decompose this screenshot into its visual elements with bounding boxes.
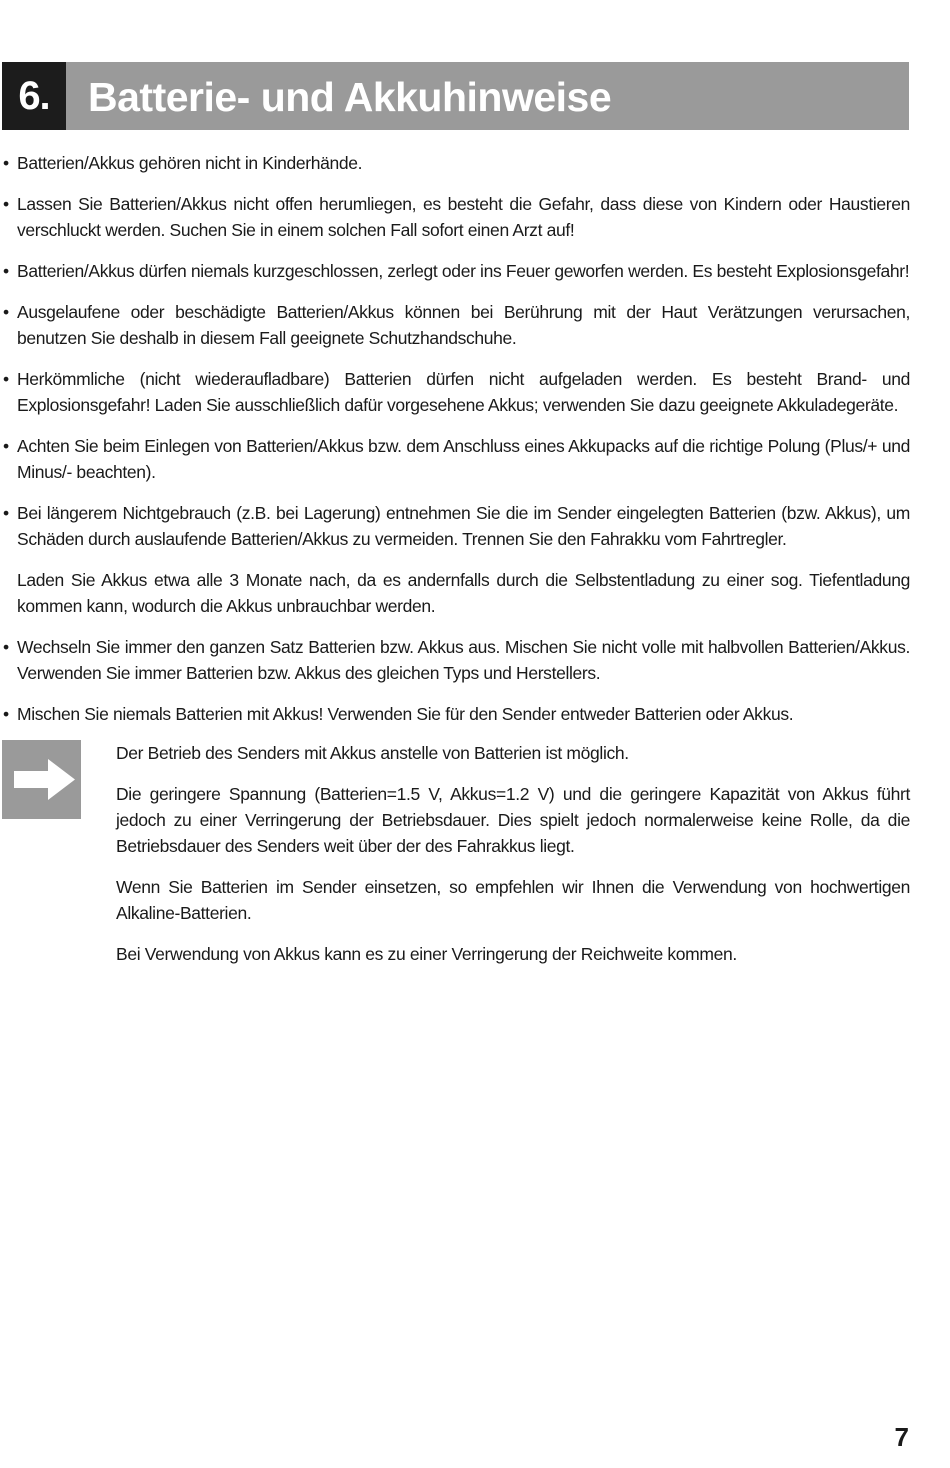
bullet-item — [0, 191, 910, 243]
bullet-dot: • — [3, 503, 9, 523]
bullet-text: Lassen Sie Batterien/Akkus nicht offen herumliegen, es besteht die Gefahr, dass diese von Kindern oder Haustieren verschluckt werden. Suchen Sie in einem solchen Fall sofort einen Arzt auf! — [17, 194, 910, 240]
section-number: 6. — [2, 62, 66, 130]
bullet-item — [0, 634, 910, 686]
section-title: Batterie- und Akkuhinweise — [88, 74, 612, 120]
bullet-dot: • — [3, 369, 9, 389]
bullet-text: Batterien/Akkus dürfen niemals kurzgeschlossen, zerlegt oder ins Feuer geworfen werden. Es besteht Explosionsgefahr! — [17, 261, 910, 281]
section-content — [0, 150, 910, 982]
bullet-text: Mischen Sie niemals Batterien mit Akkus! Verwenden Sie für den Sender entweder Batterien oder Akkus. — [17, 704, 794, 724]
note-paragraph: Wenn Sie Batterien im Sender einsetzen, so empfehlen wir Ihnen die Verwendung von hochwertigen Alkaline-Batterien. — [116, 877, 910, 923]
bullet-text: Bei längerem Nichtgebrauch (z.B. bei Lagerung) entnehmen Sie die im Sender eingelegten Batterien (bzw. Akkus), um Schäden durch auslaufende Batterien/Akkus zu vermeiden. Trennen Sie den Fahrakku vom Fahrtregler. — [17, 503, 910, 549]
bullet-text: Herkömmliche (nicht wiederaufladbare) Batterien dürfen nicht aufgeladen werden. Es besteht Brand- und Explosionsgefahr! Laden Sie ausschließlich dafür vorgesehene Akkus; verwenden Sie dazu geeignete Akkuladegeräte. — [17, 369, 910, 415]
note-paragraph: Bei Verwendung von Akkus kann es zu einer Verringerung der Reichweite kommen. — [116, 944, 737, 964]
bullet-item — [0, 258, 910, 284]
bullet-dot: • — [3, 261, 9, 281]
note-block — [0, 740, 910, 967]
page-number: 7 — [894, 1422, 909, 1452]
bullet-dot: • — [3, 153, 9, 173]
bullet-dot: • — [3, 194, 9, 214]
bullet-item — [0, 366, 910, 418]
bullet-dot: • — [3, 302, 9, 322]
bullet-text: Ausgelaufene oder beschädigte Batterien/Akkus können bei Berührung mit der Haut Verätzungen verursachen, benutzen Sie deshalb in diesem Fall geeignete Schutzhandschuhe. — [17, 302, 910, 348]
bullet-item — [0, 433, 910, 485]
bullet-item — [0, 150, 910, 176]
note-paragraph: Die geringere Spannung (Batterien=1.5 V, Akkus=1.2 V) und die geringere Kapazität von Akkus führt jedoch zu einer Verringerung der Betriebsdauer. Dies spielt jedoch normalerweise keine Rolle, da die Betriebsdauer des Senders weit über der des Fahrakkus liegt. — [116, 784, 910, 856]
bullet-dot: • — [3, 637, 9, 657]
bullet-item — [0, 701, 910, 727]
bullet-text: Batterien/Akkus gehören nicht in Kinderhände. — [17, 153, 363, 173]
arrow-right-icon — [2, 740, 81, 819]
bullet-item — [0, 500, 910, 552]
continuation-paragraph: Laden Sie Akkus etwa alle 3 Monate nach, da es andernfalls durch die Selbstentladung zu einer sog. Tiefentladung kommen kann, wodurch die Akkus unbrauchbar werden. — [17, 570, 910, 616]
bullet-text: Achten Sie beim Einlegen von Batterien/Akkus bzw. dem Anschluss eines Akkupacks auf die richtige Polung (Plus/+ und Minus/- beachten). — [17, 436, 910, 482]
note-paragraph: Der Betrieb des Senders mit Akkus anstelle von Batterien ist möglich. — [116, 743, 629, 763]
bullet-dot: • — [3, 436, 9, 456]
note-text — [0, 740, 910, 967]
bullet-dot: • — [3, 704, 9, 724]
section-heading — [2, 62, 909, 130]
bullet-item — [0, 299, 910, 351]
bullet-text: Wechseln Sie immer den ganzen Satz Batterien bzw. Akkus aus. Mischen Sie nicht volle mit halbvollen Batterien/Akkus. Verwenden Sie immer Batterien bzw. Akkus des gleichen Typs und Herstellers. — [17, 637, 910, 683]
